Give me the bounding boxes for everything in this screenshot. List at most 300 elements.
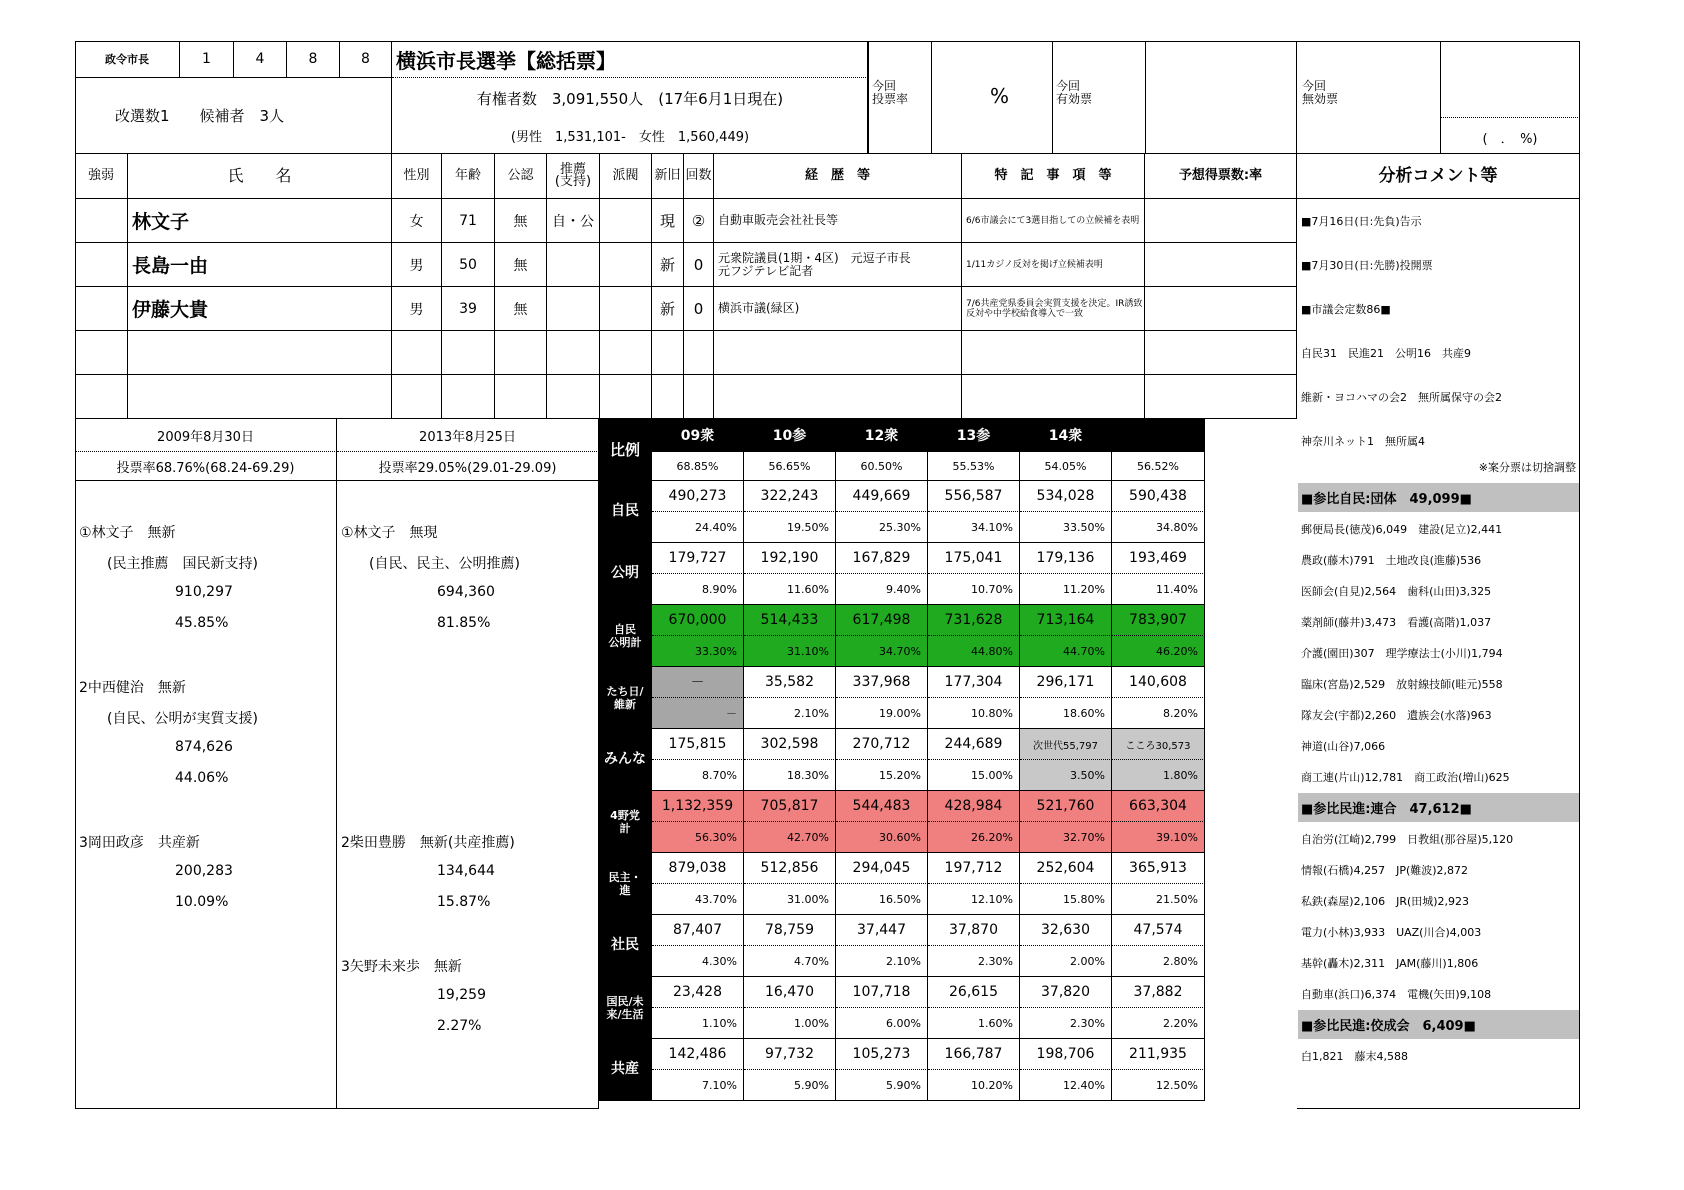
party-votes: 514,433	[744, 605, 836, 636]
party-pct: 18.30%	[744, 760, 836, 791]
party-pct: 5.90%	[836, 1070, 928, 1101]
party-pct: 4.70%	[744, 946, 836, 977]
party-votes: 337,968	[836, 667, 928, 698]
party-votes: 179,136	[1020, 543, 1112, 574]
party-label: 自民	[599, 481, 652, 543]
col-notes: 特 記 事 項 等	[962, 154, 1145, 199]
cand-party: 無	[495, 199, 547, 243]
party-pct: 19.50%	[744, 512, 836, 543]
cand-status: 新	[652, 243, 684, 287]
analysis-line: 臨床(宮島)2,529 放射線技師(畦元)558	[1301, 677, 1503, 691]
party-pct: 2.80%	[1112, 946, 1205, 977]
cand-forecast	[1145, 199, 1297, 243]
party-pct: 3.50%	[1020, 760, 1112, 791]
party-votes: 32,630	[1020, 915, 1112, 946]
party-votes: 198,706	[1020, 1039, 1112, 1070]
party-votes: 175,815	[652, 729, 744, 760]
cand-notes: 1/11カジノ反対を掲げ立候補表明	[962, 243, 1145, 287]
blank	[1112, 946, 1205, 977]
analysis-line: 自民31 民進21 公明16 共産9	[1301, 347, 1471, 360]
party-votes: 296,171	[1020, 667, 1112, 698]
party-pct: 33.50%	[1020, 512, 1112, 543]
party-label: 公明	[599, 543, 652, 605]
past-line: 10.09%	[175, 894, 229, 910]
party-votes: 490,273	[652, 481, 744, 512]
blank	[1112, 1070, 1205, 1101]
blank	[1112, 791, 1205, 822]
party-pct: 16.50%	[836, 884, 928, 915]
analysis-line: 神奈川ネット1 無所属4	[1301, 435, 1425, 448]
party-votes: 166,787	[928, 1039, 1020, 1070]
cand-terms: 0	[684, 243, 714, 287]
col-sex: 性別	[392, 154, 442, 199]
party-label: 4野党 計	[599, 791, 652, 853]
party-pct: 34.70%	[836, 636, 928, 667]
col-name: 氏 名	[128, 154, 392, 199]
turnout-unit: %	[990, 84, 1010, 108]
cand-terms	[684, 375, 714, 419]
analysis-highlight: ■参比民進:佼成会 6,409■	[1298, 1010, 1579, 1039]
party-pct: 10.80%	[928, 698, 1020, 729]
cand-endorse	[547, 287, 600, 331]
cand-notes	[962, 331, 1145, 375]
party-votes: 521,760	[1020, 791, 1112, 822]
e2009-body	[75, 481, 337, 1109]
party-pct: 6.00%	[836, 1008, 928, 1039]
analysis-line: 電力(小林)3,933 UAZ(川合)4,003	[1301, 925, 1482, 939]
past-line: 81.85%	[437, 615, 491, 631]
party-pct: 8.70%	[652, 760, 744, 791]
election-turnout: 68.85%	[652, 452, 744, 481]
blank	[1112, 543, 1205, 574]
blank	[1112, 1008, 1205, 1039]
past-line: 910,297	[175, 584, 233, 600]
party-votes: 534,028	[1020, 481, 1112, 512]
party-votes: 244,689	[928, 729, 1020, 760]
blank	[1112, 574, 1205, 605]
past-line: (民主推薦 国民新支持)	[79, 556, 258, 572]
cand-endorse	[547, 243, 600, 287]
party-votes: 105,273	[836, 1039, 928, 1070]
party-votes: 544,483	[836, 791, 928, 822]
election-header: 10参	[744, 419, 836, 452]
party-votes: 87,407	[652, 915, 744, 946]
col-age: 年齢	[442, 154, 495, 199]
party-pct: 19.00%	[836, 698, 928, 729]
party-votes: 449,669	[836, 481, 928, 512]
party-label: 社民	[599, 915, 652, 977]
past-line: 874,626	[175, 739, 233, 755]
analysis-line: ■市議会定数86■	[1301, 303, 1391, 316]
cand-sex: 男	[392, 243, 442, 287]
blank	[1112, 1039, 1205, 1070]
party-pct: 8.20%	[1112, 698, 1205, 729]
party-pct: 21.50%	[1112, 884, 1205, 915]
party-votes: 1,132,359	[652, 791, 744, 822]
cand-party	[495, 375, 547, 419]
cand-status	[652, 375, 684, 419]
cand-status: 新	[652, 287, 684, 331]
party-pct: 46.20%	[1112, 636, 1205, 667]
past-line: 15.87%	[437, 894, 491, 910]
party-pct: 25.30%	[836, 512, 928, 543]
past-line: (自民、民主、公明推薦)	[341, 556, 520, 572]
cand-strength	[75, 199, 128, 243]
analysis-highlight: ■参比自民:団体 49,099■	[1298, 483, 1579, 512]
cand-terms	[684, 331, 714, 375]
blank	[1112, 760, 1205, 791]
cand-party: 無	[495, 287, 547, 331]
party-votes: 140,608	[1112, 667, 1205, 698]
party-votes: 37,820	[1020, 977, 1112, 1008]
cand-status	[652, 331, 684, 375]
col-career: 経 歴 等	[714, 154, 962, 199]
e2009-date: 2009年8月30日	[75, 419, 337, 452]
party-label: たち日/ 維新	[599, 667, 652, 729]
cand-faction	[600, 331, 652, 375]
party-votes: 37,447	[836, 915, 928, 946]
party-pct: 34.80%	[1112, 512, 1205, 543]
party-votes: 35,582	[744, 667, 836, 698]
party-pct: 34.10%	[928, 512, 1020, 543]
party-votes: 37,870	[928, 915, 1020, 946]
col-party: 公認	[495, 154, 547, 199]
party-pct: 10.20%	[928, 1070, 1020, 1101]
party-pct: 2.30%	[1020, 1008, 1112, 1039]
party-votes: 23,428	[652, 977, 744, 1008]
cand-faction	[600, 375, 652, 419]
party-votes: 731,628	[928, 605, 1020, 636]
party-pct: 4.30%	[652, 946, 744, 977]
party-votes: 705,817	[744, 791, 836, 822]
party-pct: 12.10%	[928, 884, 1020, 915]
past-line: 3矢野未来歩 無新	[341, 959, 462, 975]
analysis-line: ※案分票は切捨調整	[1478, 460, 1576, 474]
e2013-body	[337, 481, 599, 1109]
party-label: 共産	[599, 1039, 652, 1101]
analysis-line: 郵便局長(徳茂)6,049 建設(足立)2,441	[1301, 522, 1503, 536]
blank	[1112, 636, 1205, 667]
analysis-line: 白1,821 藤末4,588	[1301, 1049, 1408, 1063]
cand-party	[495, 331, 547, 375]
invalid-label: 今回 無効票	[1302, 79, 1339, 106]
party-pct: 12.40%	[1020, 1070, 1112, 1101]
page-title: 横浜市長選挙【総括票】	[392, 41, 868, 78]
date-digit: 8	[287, 41, 340, 78]
cand-faction	[600, 287, 652, 331]
v	[1145, 41, 1146, 154]
party-votes: 142,486	[652, 1039, 744, 1070]
party-votes: 713,164	[1020, 605, 1112, 636]
past-line: 134,644	[437, 863, 495, 879]
cand-endorse	[547, 331, 600, 375]
analysis-line: 商工連(片山)12,781 商工政治(増山)625	[1301, 770, 1510, 784]
past-line: 19,259	[437, 987, 486, 1003]
invalid-pct: ( ． %)	[1482, 132, 1538, 147]
party-pct: 32.70%	[1020, 822, 1112, 853]
blank	[1112, 915, 1205, 946]
e2009-turnout: 投票率68.76%(68.24-69.29)	[75, 452, 337, 481]
cand-status: 現	[652, 199, 684, 243]
party-votes: 次世代55,797	[1020, 729, 1112, 760]
analysis-line: 隊友会(宇都)2,260 遺族会(水落)963	[1301, 708, 1492, 722]
cand-strength	[75, 375, 128, 419]
cand-sex	[392, 375, 442, 419]
party-pct: 10.70%	[928, 574, 1020, 605]
col-endorse: 推薦 (支持)	[547, 154, 600, 199]
h	[1440, 117, 1580, 118]
voters-gender: (男性 1,531,101- 女性 1,560,449)	[510, 130, 750, 145]
past-line: 200,283	[175, 863, 233, 879]
party-pct: 7.10%	[652, 1070, 744, 1101]
analysis-line: 医師会(自見)2,564 歯科(山田)3,325	[1301, 584, 1492, 598]
party-label: 国民/未 来/生活	[599, 977, 652, 1039]
party-votes: 428,984	[928, 791, 1020, 822]
cand-age	[442, 375, 495, 419]
cand-career: 元衆院議員(1期・4区) 元逗子市長 元フジテレビ記者	[714, 243, 962, 287]
blank	[1112, 822, 1205, 853]
analysis-line: 維新・ヨコハマの会2 無所属保守の会2	[1301, 391, 1502, 404]
v	[868, 41, 869, 154]
party-pct: 30.60%	[836, 822, 928, 853]
party-pct: 39.10%	[1112, 822, 1205, 853]
cand-forecast	[1145, 243, 1297, 287]
cand-strength	[75, 243, 128, 287]
cand-notes: 6/6市議会にて3選目指しての立候補を表明	[962, 199, 1145, 243]
party-pct: 44.80%	[928, 636, 1020, 667]
date-digit: 1	[180, 41, 234, 78]
party-votes: 879,038	[652, 853, 744, 884]
past-line: 45.85%	[175, 615, 229, 631]
cand-age: 71	[442, 199, 495, 243]
election-turnout: 56.65%	[744, 452, 836, 481]
analysis-line: 情報(石橋)4,257 JP(難波)2,872	[1301, 863, 1469, 877]
cand-name	[128, 375, 392, 419]
party-votes: 47,574	[1112, 915, 1205, 946]
cand-name: 長島一由	[128, 243, 392, 287]
seats-info: 改選数1 候補者 3人	[75, 78, 392, 154]
party-pct: 1.00%	[744, 1008, 836, 1039]
party-votes: 211,935	[1112, 1039, 1205, 1070]
party-pct: 1.80%	[1112, 760, 1205, 791]
party-votes: 252,604	[1020, 853, 1112, 884]
cand-notes: 7/6共産党県委員会実質支援を決定。IR誘致反対や中学校給食導入で一致	[962, 287, 1145, 331]
party-votes: こころ30,573	[1112, 729, 1205, 760]
party-votes: 192,190	[744, 543, 836, 574]
past-line: 2.27%	[437, 1018, 482, 1034]
cand-career: 自動車販売会社社長等	[714, 199, 962, 243]
cand-name: 伊藤大貴	[128, 287, 392, 331]
analysis-line: 自治労(江崎)2,799 日教組(那谷屋)5,120	[1301, 832, 1514, 846]
cand-name	[128, 331, 392, 375]
party-pct: 56.30%	[652, 822, 744, 853]
party-pct: 2.10%	[836, 946, 928, 977]
party-pct: 12.50%	[1112, 1070, 1205, 1101]
party-votes: 175,041	[928, 543, 1020, 574]
cand-party: 無	[495, 243, 547, 287]
party-votes: 556,587	[928, 481, 1020, 512]
election-turnout: 54.05%	[1020, 452, 1112, 481]
analysis-line: ■7月16日(日:先負)告示	[1301, 215, 1422, 228]
party-pct: 24.40%	[652, 512, 744, 543]
party-votes: 167,829	[836, 543, 928, 574]
election-header: 13参	[928, 419, 1020, 452]
col-strength: 強弱	[75, 154, 128, 199]
past-line: (自民、公明が実質支援)	[79, 711, 258, 727]
cand-terms: 0	[684, 287, 714, 331]
col-faction: 派閥	[600, 154, 652, 199]
party-votes: 97,732	[744, 1039, 836, 1070]
party-pct: 11.40%	[1112, 574, 1205, 605]
blank	[1112, 729, 1205, 760]
analysis-line: 自動車(浜口)6,374 電機(矢田)9,108	[1301, 987, 1492, 1001]
past-line: 2柴田豊勝 無新(共産推薦)	[341, 835, 515, 851]
party-pct: 11.60%	[744, 574, 836, 605]
cand-forecast	[1145, 331, 1297, 375]
party-votes: 512,856	[744, 853, 836, 884]
party-votes: 270,712	[836, 729, 928, 760]
party-pct: 2.30%	[928, 946, 1020, 977]
party-votes: 16,470	[744, 977, 836, 1008]
date-digit: 8	[340, 41, 392, 78]
blank	[1112, 853, 1205, 884]
election-turnout: 56.52%	[1112, 452, 1205, 481]
blank	[1112, 884, 1205, 915]
v	[931, 41, 932, 154]
blank	[1112, 605, 1205, 636]
party-pct: 5.90%	[744, 1070, 836, 1101]
party-pct: 15.00%	[928, 760, 1020, 791]
party-pct: 31.10%	[744, 636, 836, 667]
party-votes: 590,438	[1112, 481, 1205, 512]
party-votes: －	[652, 667, 744, 698]
cand-age: 39	[442, 287, 495, 331]
party-votes: 197,712	[928, 853, 1020, 884]
cand-forecast	[1145, 375, 1297, 419]
party-votes: 107,718	[836, 977, 928, 1008]
party-pct: 9.40%	[836, 574, 928, 605]
blank	[1112, 512, 1205, 543]
cand-forecast	[1145, 287, 1297, 331]
party-label: 自民 公明計	[599, 605, 652, 667]
voters-box	[392, 78, 868, 154]
election-turnout: 55.53%	[928, 452, 1020, 481]
party-votes: 322,243	[744, 481, 836, 512]
party-pct: 1.10%	[652, 1008, 744, 1039]
party-pct: 2.10%	[744, 698, 836, 729]
cand-endorse: 自・公	[547, 199, 600, 243]
blank	[1112, 667, 1205, 698]
party-votes: 783,907	[1112, 605, 1205, 636]
party-pct: 15.80%	[1020, 884, 1112, 915]
party-pct: 18.60%	[1020, 698, 1112, 729]
past-line: 3岡田政彦 共産新	[79, 835, 200, 851]
party-pct: 2.00%	[1020, 946, 1112, 977]
cand-faction	[600, 243, 652, 287]
cand-notes	[962, 375, 1145, 419]
party-pct: 1.60%	[928, 1008, 1020, 1039]
analysis-line: 神道(山谷)7,066	[1301, 739, 1386, 753]
cand-faction	[600, 199, 652, 243]
blank	[1112, 698, 1205, 729]
cand-name: 林文子	[128, 199, 392, 243]
turnout-label: 今回 投票率	[872, 79, 909, 106]
analysis-line: 私鉄(森屋)2,106 JR(田城)2,923	[1301, 894, 1470, 908]
prop-title: 比例	[599, 419, 652, 481]
analysis-highlight: ■参比民進:連合 47,612■	[1298, 793, 1579, 822]
cand-strength	[75, 287, 128, 331]
election-header: 12衆	[836, 419, 928, 452]
party-pct: 15.20%	[836, 760, 928, 791]
cand-career	[714, 375, 962, 419]
blank	[1112, 452, 1205, 481]
party-pct: 44.70%	[1020, 636, 1112, 667]
party-votes: 37,882	[1112, 977, 1205, 1008]
party-pct: 11.20%	[1020, 574, 1112, 605]
party-votes: 193,469	[1112, 543, 1205, 574]
election-header: 09衆	[652, 419, 744, 452]
party-label: 民主・ 進	[599, 853, 652, 915]
party-votes: 663,304	[1112, 791, 1205, 822]
past-line: 44.06%	[175, 770, 229, 786]
election-header: 14衆	[1020, 419, 1112, 452]
party-votes: 294,045	[836, 853, 928, 884]
party-votes: 302,598	[744, 729, 836, 760]
v	[1052, 41, 1053, 154]
valid-label: 今回 有効票	[1056, 79, 1093, 106]
analysis-line: ■7月30日(日:先勝)投開票	[1301, 259, 1433, 272]
cand-endorse	[547, 375, 600, 419]
cand-terms: ②	[684, 199, 714, 243]
category: 政令市長	[75, 41, 180, 78]
analysis-line: 基幹(轟木)2,311 JAM(藤川)1,806	[1301, 956, 1479, 970]
party-votes: 365,913	[1112, 853, 1205, 884]
cand-strength	[75, 331, 128, 375]
party-pct: 2.20%	[1112, 1008, 1205, 1039]
party-votes: 177,304	[928, 667, 1020, 698]
party-pct: 33.30%	[652, 636, 744, 667]
analysis-line: 介護(園田)307 理学療法士(小川)1,794	[1301, 646, 1503, 660]
e2013-turnout: 投票率29.05%(29.01-29.09)	[337, 452, 599, 481]
party-votes: 617,498	[836, 605, 928, 636]
party-pct: 31.00%	[744, 884, 836, 915]
col-terms: 回数	[684, 154, 714, 199]
cand-age: 50	[442, 243, 495, 287]
party-pct: 8.90%	[652, 574, 744, 605]
party-votes: 26,615	[928, 977, 1020, 1008]
party-pct: 43.70%	[652, 884, 744, 915]
party-pct: 42.70%	[744, 822, 836, 853]
blank-header	[1112, 419, 1205, 452]
col-forecast: 予想得票数:率	[1145, 154, 1297, 199]
blank	[1112, 481, 1205, 512]
voters: 有権者数 3,091,550人 (17年6月1日現在)	[476, 90, 784, 108]
date-digit: 4	[234, 41, 287, 78]
cand-sex: 男	[392, 287, 442, 331]
analysis-line: 薬剤師(藤井)3,473 看護(高階)1,037	[1301, 615, 1492, 629]
col-status: 新旧	[652, 154, 684, 199]
party-votes: 78,759	[744, 915, 836, 946]
blank	[1112, 977, 1205, 1008]
cand-age	[442, 331, 495, 375]
party-votes: 179,727	[652, 543, 744, 574]
past-line: 694,360	[437, 584, 495, 600]
party-label: みんな	[599, 729, 652, 791]
cand-career: 横浜市議(緑区)	[714, 287, 962, 331]
col-analysis: 分析コメント等	[1297, 154, 1580, 199]
past-line: ①林文子 無新	[79, 525, 176, 541]
analysis-line: 農政(藤木)791 土地改良(進藤)536	[1301, 553, 1482, 567]
